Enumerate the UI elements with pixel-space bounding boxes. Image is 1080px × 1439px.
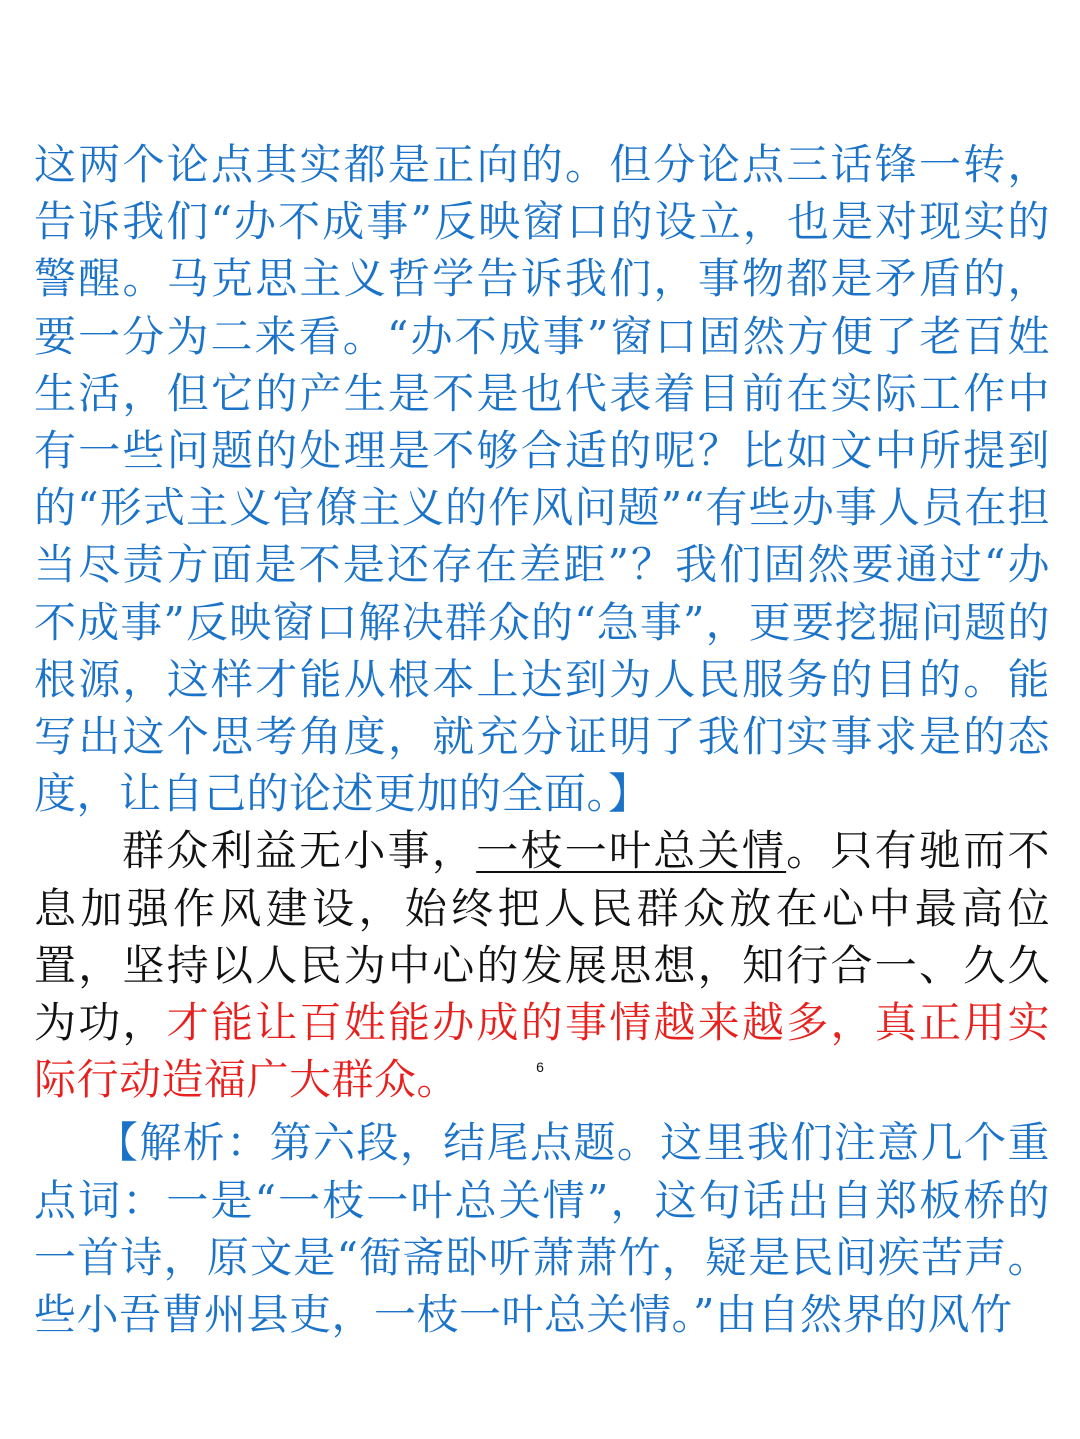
conclusion-highlight-text: 才能让百姓能办成的事情越来越多，真正用实际行动造福广大群众。	[34, 998, 1050, 1105]
analysis-paragraph-6: 【解析：第六段，结尾点题。这里我们注意几个重点词：一是“一枝一叶总关情”，这句话出自郑板桥的一首诗，原文是“衙斋卧听萧萧竹，疑是民间疾苦声。些小吾曹州县吏，一枝一叶总关情。”由自然界的风竹	[34, 1118, 1050, 1340]
conclusion-underlined-phrase: 一枝一叶总关情	[476, 826, 787, 876]
page-number: 6	[536, 1059, 544, 1075]
document-page	[34, 136, 1050, 1343]
conclusion-text-part2: 。只有驰而不息加强作风建设，始终把人民群众放在心中最高位置，坚持以人民为中心的发展思想，知行合一、久久为功，	[34, 826, 1050, 1048]
conclusion-text-part1: 群众利益无小事，	[122, 826, 477, 876]
analysis-paragraph-5-end: 这两个论点其实都是正向的。但分论点三话锋一转，告诉我们“办不成事”反映窗口的设立，也是对现实的警醒。马克思主义哲学告诉我们，事物都是矛盾的，要一分为二来看。“办不成事”窗口固然方便了老百姓生活，但它的产生是不是也代表着目前在实际工作中有一些问题的处理是不够合适的呢？比如文中所提到的“形式主义官僚主义的作风问题”“有些办事人员在担当尽责方面是不是还存在差距”？我们固然要通过“办不成事”反映窗口解决群众的“急事”，更要挖掘问题的根源，这样才能从根本上达到为人民服务的目的。能写出这个思考角度，就充分证明了我们实事求是的态度，让自己的论述更加的全面。】	[34, 140, 1050, 819]
